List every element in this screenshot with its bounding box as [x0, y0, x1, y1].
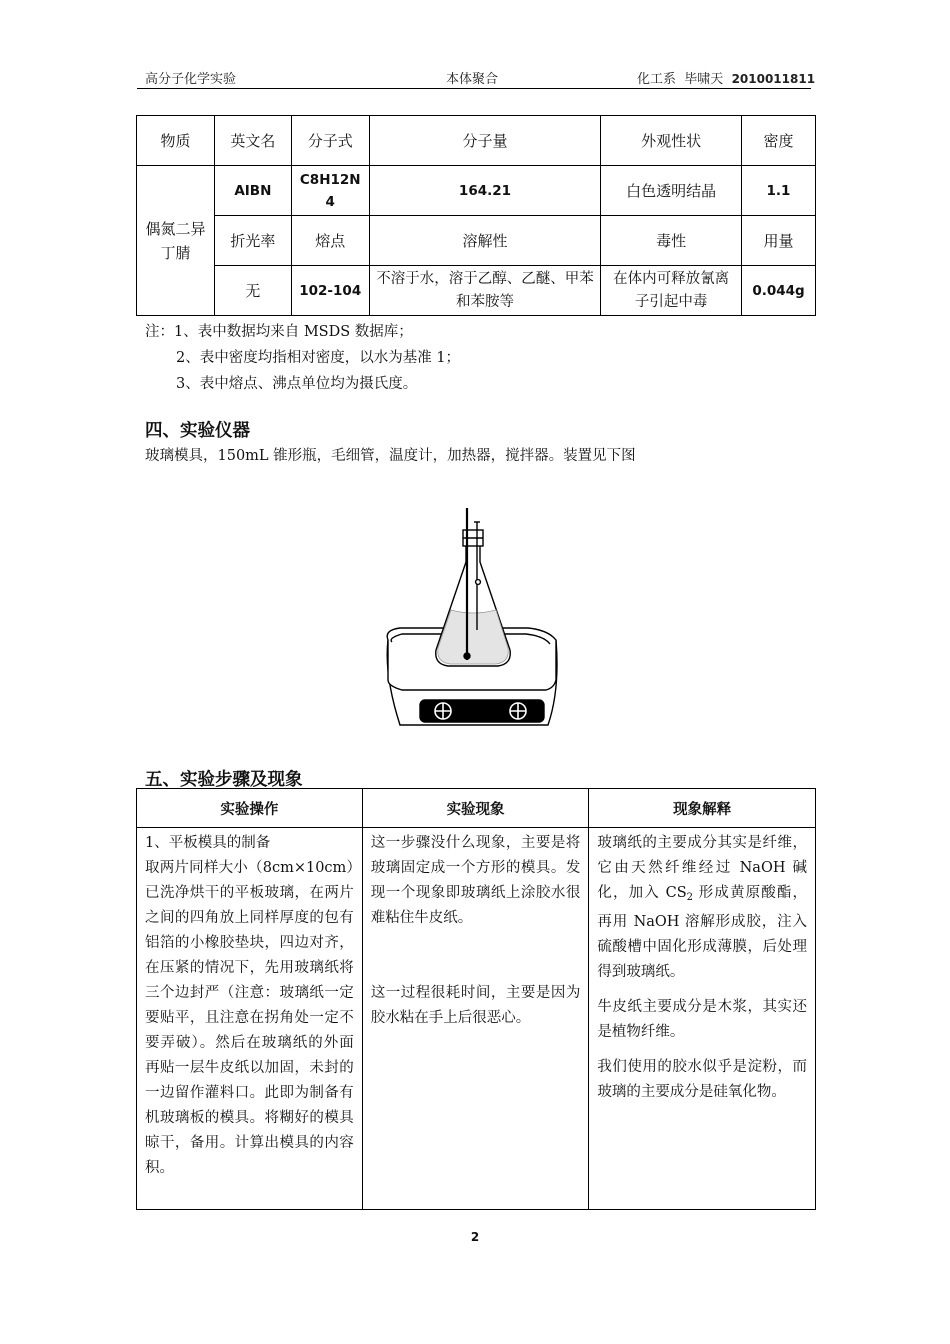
header-rule [137, 88, 811, 89]
section4-text: 玻璃模具，150mL 锥形瓶，毛细管，温度计，加热器，搅拌器。装置见下图 [145, 448, 636, 464]
operation-cell [137, 828, 363, 1210]
th-appearance: 外观性状 [601, 116, 742, 166]
cell-formula: C8H12N4 [291, 166, 369, 216]
explanation-1: 玻璃纸的主要成分其实是纤维，它由天然纤维经过 NaOH 碱化，加入 $CS_2$ 形成黄原酸酯，再用 NaOH 溶解形成胶，注入硫酸槽中固化形成薄膜，后处理得到玻璃纸。 [597, 835, 808, 980]
th-substance: 物质 [137, 116, 215, 166]
cell-solubility: 不溶于水，溶于乙醇、乙醚、甲苯和苯胺等 [369, 266, 601, 316]
explanation-2: 牛皮纸主要成分是木浆，其实还是植物纤维。 [597, 999, 807, 1040]
header-name: 毕啸天 [684, 72, 724, 87]
note-1: 注：1、表中数据均来自 MSDS 数据库； [145, 324, 413, 340]
phenomenon-cell [362, 828, 589, 1210]
header-id: 2010011811 [731, 72, 816, 86]
cell-melting-point: 102-104 [291, 266, 369, 316]
table-notes [145, 319, 460, 397]
section4-title: 四、实验仪器 [145, 421, 250, 441]
th-refractive-index: 折光率 [214, 216, 291, 266]
steps-header-operation: 实验操作 [137, 789, 363, 828]
header-right [637, 68, 815, 87]
cell-refractive-index: 无 [214, 266, 291, 316]
cell-molecular-weight: 164.21 [369, 166, 601, 216]
cell-density: 1.1 [742, 166, 816, 216]
cell-appearance: 白色透明结晶 [601, 166, 742, 216]
th-toxicity: 毒性 [601, 216, 742, 266]
header-center: 本体聚合 [446, 72, 499, 87]
th-formula: 分子式 [291, 116, 369, 166]
cell-dosage: 0.044g [742, 266, 816, 316]
cell-english-name: AIBN [214, 166, 291, 216]
th-english-name: 英文名 [214, 116, 291, 166]
note-2: 2、表中密度均指相对密度，以水为基准 1； [176, 350, 461, 366]
section5-title: 五、实验步骤及现象 [145, 770, 303, 790]
operation-title: 1、平板模具的制备 [145, 835, 271, 851]
properties-table [136, 115, 816, 316]
phenomenon-2: 这一过程很耗时间，主要是因为胶水粘在手上后很恶心。 [370, 985, 581, 1026]
th-dosage: 用量 [742, 216, 816, 266]
note-3: 3、表中熔点、沸点单位均为摄氏度。 [176, 376, 418, 392]
operation-text: 取两片同样大小（8cm×10cm）已洗净烘干的平板玻璃，在两片之间的四角放上同样厚度的包有铝箔的小橡胶垫块，四边对齐，在压紧的情况下，先用玻璃纸将三个边封严（注意：玻璃纸一定要贴平，且注意在拐角处一定不要弄破）。然后在玻璃纸的外面再贴一层牛皮纸以加固，未封的一边留作灌料口。此即为制备有机玻璃板的模具。将糊好的模具晾干，备用。计算出模具的内容积。 [145, 860, 354, 1176]
th-melting-point: 熔点 [291, 216, 369, 266]
subscript: 2 [686, 892, 694, 903]
th-solubility: 溶解性 [369, 216, 601, 266]
th-density: 密度 [742, 116, 816, 166]
steps-header-phenomenon: 实验现象 [362, 789, 589, 828]
phenomenon-1: 这一步骤没什么现象，主要是将玻璃固定成一个方形的模具。发现一个现象即玻璃纸上涂胶水很难粘住牛皮纸。 [370, 835, 581, 926]
apparatus-figure [378, 500, 568, 735]
header-left: 高分子化学实验 [145, 72, 237, 87]
steps-table [136, 788, 816, 1210]
th-molecular-weight: 分子量 [369, 116, 601, 166]
explanation-cell [589, 828, 816, 1210]
cell-toxicity: 在体内可释放氰离子引起中毒 [601, 266, 742, 316]
knob-right [510, 703, 526, 719]
knob-left [435, 703, 451, 719]
header-dept: 化工系 [637, 72, 677, 87]
steps-header-explanation: 现象解释 [589, 789, 816, 828]
substance-name: 偶氮二异丁腈 [137, 166, 215, 316]
explanation-3: 我们使用的胶水似乎是淀粉，而玻璃的主要成分是硅氧化物。 [597, 1059, 807, 1100]
page-number: 2 [470, 1230, 480, 1244]
